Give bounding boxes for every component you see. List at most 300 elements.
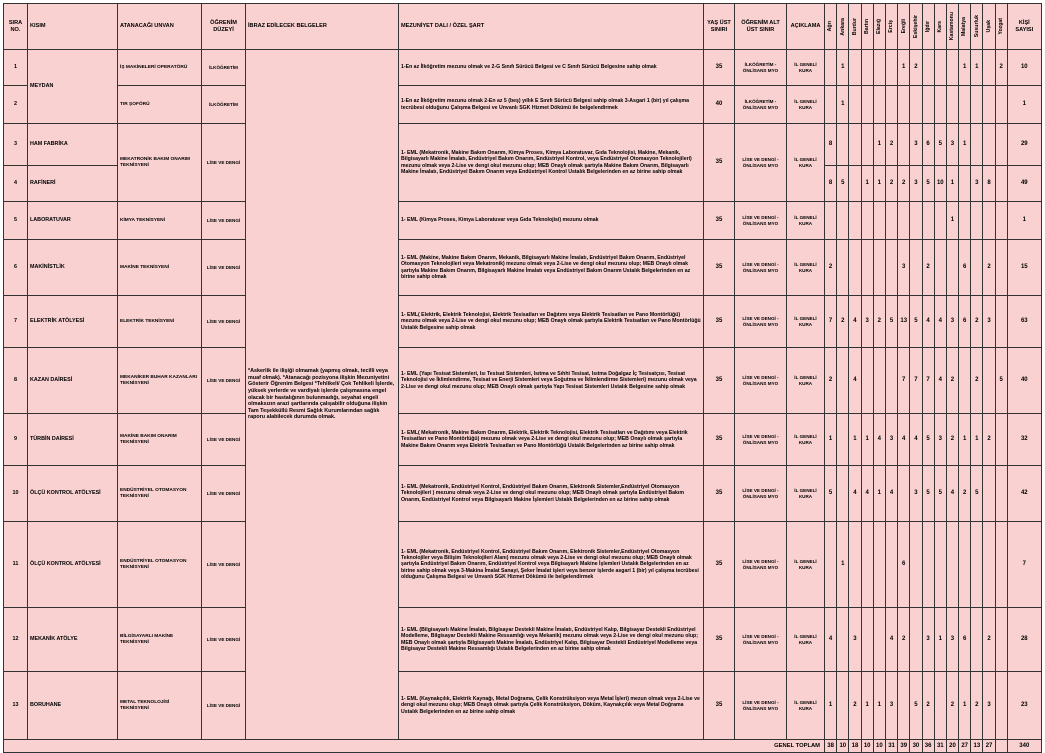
province-count: 1 [861, 672, 873, 740]
province-count [971, 202, 983, 240]
row-kisim: MEKANİK ATÖLYE [28, 608, 118, 672]
totals-kisi: 340 [1007, 740, 1041, 753]
header-mezuniyet: MEZUNİYET DALI / ÖZEL ŞART [399, 4, 704, 50]
province-count [849, 124, 861, 166]
row-yas: 35 [704, 124, 735, 202]
table-header-row [4, 4, 1042, 50]
row-no: 3 [4, 124, 28, 166]
province-count: 3 [910, 166, 922, 202]
province-count: 6 [898, 522, 910, 608]
row-mezuniyet: 1- EML( Mekatronik, Makine Bakım Onarım, Elektrik, Elektrik Teknolojisi, Elektrik Tesisatları ve Dağıtımı veya Elektrik Tesisatları ve Pano Montörlüğü) mezunu olmak veya 2-Lise ve dengi okul mezunu olup; MEB Onaylı olmak şartıyla Makine Bakım Onarım veya Elektrik Tesisatları ve Pano Montörlüğü Ustalık Belgelerinden az birine sahip olmak [399, 414, 704, 466]
row-ogrenim: LİSE VE DENGİ [202, 414, 246, 466]
row-ogrenim-alt: LİSE VE DENGİ - ÖNLİSANS MYO [735, 414, 787, 466]
province-count: 3 [934, 414, 946, 466]
row-no: 1 [4, 50, 28, 86]
header-province [934, 4, 946, 50]
province-count [825, 86, 837, 124]
row-unvan: MEKANİKER BUHAR KAZANLARI TEKNİSYENİ [118, 348, 202, 414]
row-kisi: 40 [1007, 348, 1041, 414]
province-count: 3 [922, 608, 934, 672]
province-count: 2 [825, 240, 837, 296]
row-aciklama: İL GENELİ KURA [787, 522, 825, 608]
province-count [971, 522, 983, 608]
row-ogrenim: LİSE VE DENGİ [202, 202, 246, 240]
province-count: 3 [849, 608, 861, 672]
province-count [983, 86, 995, 124]
row-kisim: MAKİNİSTLİK [28, 240, 118, 296]
province-count [861, 50, 873, 86]
province-label: Burdur [851, 17, 858, 36]
province-count: 4 [861, 466, 873, 522]
province-count: 2 [971, 296, 983, 348]
province-count [971, 240, 983, 296]
province-count: 6 [959, 240, 971, 296]
province-count: 2 [959, 466, 971, 522]
province-count [983, 50, 995, 86]
province-count [898, 672, 910, 740]
row-aciklama: İL GENELİ KURA [787, 348, 825, 414]
province-count: 1 [873, 466, 885, 522]
province-count [861, 202, 873, 240]
province-count: 1 [837, 522, 849, 608]
province-count: 2 [983, 608, 995, 672]
province-count [861, 86, 873, 124]
province-count: 1 [959, 50, 971, 86]
table-row [4, 296, 1042, 348]
province-label: Kastamonu [949, 12, 956, 41]
row-kisim: HAM FABRİKA [28, 124, 118, 166]
row-no: 2 [4, 86, 28, 124]
province-count: 5 [922, 414, 934, 466]
row-kisim: RAFİNERİ [28, 166, 118, 202]
province-count: 4 [885, 608, 897, 672]
row-aciklama: İL GENELİ KURA [787, 124, 825, 202]
row-ogrenim-alt: LİSE VE DENGİ - ÖNLİSANS MYO [735, 202, 787, 240]
province-count [898, 466, 910, 522]
row-mezuniyet: 1- EML( Elektrik, Elektrik Teknolojisi, Elektrik Tesisatları ve Dağıtımı veya Elektrik Tesisatları ve Pano Montörlüğü) mezunu olmak veya 2-Lise ve dengi okul mezunu olup; MEB Onaylı olmak şartıyla Elektrik Tesisatları ve Pano Montörlüğü Ustalık Belgesine sahip olmak [399, 296, 704, 348]
province-label: Ereğli [900, 19, 907, 34]
province-count: 2 [898, 608, 910, 672]
row-no: 12 [4, 608, 28, 672]
province-count [873, 348, 885, 414]
province-count: 2 [946, 414, 958, 466]
row-no: 13 [4, 672, 28, 740]
province-count: 4 [934, 348, 946, 414]
totals-count: 39 [898, 740, 910, 753]
province-label: Yozgat [998, 18, 1005, 35]
province-count [837, 348, 849, 414]
row-no: 4 [4, 166, 28, 202]
province-count: 3 [946, 124, 958, 166]
header-belgeler: İBRAZ EDİLECEK BELGELER [246, 4, 399, 50]
row-aciklama: İL GENELİ KURA [787, 296, 825, 348]
row-unvan: METAL TEKNOLOJİSİ TEKNİSYENİ [118, 672, 202, 740]
province-count: 6 [922, 124, 934, 166]
table-row [4, 86, 1042, 124]
row-kisi: 28 [1007, 608, 1041, 672]
row-kisim: TÜRBİN DAİRESİ [28, 414, 118, 466]
province-count: 1 [946, 166, 958, 202]
province-count: 2 [971, 348, 983, 414]
row-unvan: BİLGİSAYARLI MAKİNE TEKNİSYENİ [118, 608, 202, 672]
province-count [995, 672, 1007, 740]
totals-count: 36 [922, 740, 934, 753]
province-count: 1 [849, 414, 861, 466]
row-ogrenim-alt: İLKÖĞRETİM - ÖNLİSANS MYO [735, 86, 787, 124]
row-mezuniyet: 1- EML (Kaynakçılık, Elektrik Kaynağı, Metal Doğrama, Çelik Konstrüksiyon veya Metal İşleri) mezun olmak veya 2-Lise ve dengi okul mezunu olup; MEB Onaylı olmak şartıyla Çelik Konstrüksiyon, Döküm, Kaynakçılık veya Metal Doğrama Ustalık Belgelerinden en az birine sahip olmak [399, 672, 704, 740]
province-count [898, 124, 910, 166]
province-count [837, 240, 849, 296]
province-count [983, 522, 995, 608]
province-count [995, 608, 1007, 672]
row-ogrenim: LİSE VE DENGİ [202, 348, 246, 414]
province-label: Malatya [961, 16, 968, 37]
header-province [825, 4, 837, 50]
row-ogrenim-alt: LİSE VE DENGİ - ÖNLİSANS MYO [735, 240, 787, 296]
province-count [837, 414, 849, 466]
row-aciklama: İL GENELİ KURA [787, 240, 825, 296]
table-row [4, 608, 1042, 672]
province-count: 4 [885, 466, 897, 522]
province-count [995, 240, 1007, 296]
row-mezuniyet: 1-En az İlköğretim mezunu olmak 2-En az 5 (beş) yıllık E Sınıfı Sürücü Belgesi sahip olmak 3-Asgari 1 (bir) yıl çalışma tecrübesi olduğunu Çalışma Belgesi ve Unvanlı SGK Hizmet Dökümü ile belgelendirmek [399, 86, 704, 124]
province-count [910, 522, 922, 608]
province-count [946, 240, 958, 296]
province-count: 2 [983, 240, 995, 296]
row-yas: 35 [704, 348, 735, 414]
province-count: 4 [849, 348, 861, 414]
province-count [934, 240, 946, 296]
header-province [922, 4, 934, 50]
row-mezuniyet: 1- EML (Bilgisayarlı Makine İmalatı, Bilgisayar Destekli Makine İmalatı, Endüstriyel Kalıp, Bilgisayar Destekli Endüstriyel Modelleme, Bilgisayar Destekli Makine Ressamlığı veya Mekanik) mezunu olmak veya 2-Lise ve dengi okul mezunu olup; MEB Onaylı olmak şartıyla Bilgisayarlı Makine İmalatı, Endüstriyel Kalıp, Bilgisayar Destekli Endüstriyel Modelleme veya Bilgisayar Destekli Makine Ressamlığı Ustalık Belgelerinden en az birine sahip olmak [399, 608, 704, 672]
row-unvan: ENDÜSTRİYEL OTOMASYON TEKNİSYENİ [118, 522, 202, 608]
province-count [946, 522, 958, 608]
province-count: 7 [922, 348, 934, 414]
province-count: 1 [959, 414, 971, 466]
province-count [995, 86, 1007, 124]
province-count [934, 522, 946, 608]
province-count: 3 [861, 296, 873, 348]
province-count [959, 202, 971, 240]
province-count: 1 [934, 608, 946, 672]
row-ogrenim-alt: İLKÖĞRETİM - ÖNLİSANS MYO [735, 50, 787, 86]
row-aciklama: İL GENELİ KURA [787, 466, 825, 522]
header-no: SIRA NO. [4, 4, 28, 50]
province-count: 8 [825, 166, 837, 202]
province-count [995, 124, 1007, 166]
row-kisi: 23 [1007, 672, 1041, 740]
table-row [4, 672, 1042, 740]
province-count [946, 86, 958, 124]
row-kisi: 29 [1007, 124, 1041, 166]
row-kisim: BORUHANE [28, 672, 118, 740]
province-count [885, 240, 897, 296]
province-count: 2 [837, 296, 849, 348]
row-ogrenim: İLKÖĞRETİM [202, 50, 246, 86]
totals-count: 27 [983, 740, 995, 753]
province-count [885, 50, 897, 86]
totals-count: 10 [873, 740, 885, 753]
province-count: 2 [946, 672, 958, 740]
header-ogrenim: ÖĞRENİM DÜZEYİ [202, 4, 246, 50]
province-count [825, 50, 837, 86]
row-no: 8 [4, 348, 28, 414]
totals-label: GENEL TOPLAM [4, 740, 825, 753]
province-count [910, 240, 922, 296]
province-count [898, 86, 910, 124]
row-kisi: 7 [1007, 522, 1041, 608]
totals-count: 13 [971, 740, 983, 753]
table-row [4, 202, 1042, 240]
province-count [934, 86, 946, 124]
province-count [873, 522, 885, 608]
province-count [946, 50, 958, 86]
row-mezuniyet: 1- EML (Makine, Makine Bakım Onarım, Mekanik, Bilgisayarlı Makine İmalatı, Endüstriyel Bakım Onarım, Endüstriyel Otomasyon Teknolojileri veya Mekatronik) mezunu olmak veya 2-Lise ve dengi okul mezunu olup; MEB Onaylı olmak şartıyla Makine Bakım Onarım, Bilgisayarlı Makine İmalatı veya Endüstriyel Bakım Onarım Ustalık Belgelerinden en az birine sahip olmak [399, 240, 704, 296]
row-ogrenim-alt: LİSE VE DENGİ - ÖNLİSANS MYO [735, 522, 787, 608]
totals-count: 20 [946, 740, 958, 753]
province-count: 2 [885, 166, 897, 202]
province-count [971, 86, 983, 124]
province-count [861, 348, 873, 414]
row-yas: 35 [704, 466, 735, 522]
row-kisim: ELEKTRİK ATÖLYESİ [28, 296, 118, 348]
province-label: Susurluk [973, 15, 980, 38]
province-count: 7 [825, 296, 837, 348]
documents-cell: *Askerlik ile ilişiği olmamak (yapmış olmak, tecilli veya muaf olmak). *Atanacağı pozisyona ilişkin Mezuniyetini Gösterir Öğrenim Belgesi *Tehlikeli/ Çok Tehlikeli İşlerde, yüksek yerlerde ve vardiyalı işlerde çalışmasına engel olacak bir hastalığının bulunmadığı, seyahat engeli olmaksızın arazi şartlarında çalışabilir olduğuna ilişkin Tam Teşekküllü Resmi Sağlık Kurumlarından sağlık raporu alabilecek durumda olmak. [246, 50, 399, 740]
province-count [995, 466, 1007, 522]
province-count [825, 202, 837, 240]
province-count: 2 [898, 166, 910, 202]
row-no: 11 [4, 522, 28, 608]
province-count: 5 [934, 466, 946, 522]
row-ogrenim-alt: LİSE VE DENGİ - ÖNLİSANS MYO [735, 608, 787, 672]
totals-count: 31 [885, 740, 897, 753]
province-count [849, 202, 861, 240]
province-count [861, 124, 873, 166]
table-row [4, 124, 1042, 166]
row-ogrenim-alt: LİSE VE DENGİ - ÖNLİSANS MYO [735, 296, 787, 348]
table-row [4, 348, 1042, 414]
row-yas: 35 [704, 672, 735, 740]
province-count: 3 [946, 296, 958, 348]
province-count [849, 522, 861, 608]
province-label: Ağrı [827, 21, 834, 32]
province-count: 2 [825, 348, 837, 414]
province-count: 1 [861, 166, 873, 202]
province-count: 2 [849, 672, 861, 740]
province-count: 2 [995, 50, 1007, 86]
province-count: 3 [983, 296, 995, 348]
row-ogrenim: LİSE VE DENGİ [202, 240, 246, 296]
province-count [971, 608, 983, 672]
province-count: 8 [983, 166, 995, 202]
row-unvan: MAKİNE BAKIM ONARIM TEKNİSYENİ [118, 414, 202, 466]
province-count: 10 [934, 166, 946, 202]
province-label: Uşak [985, 20, 992, 33]
province-count: 5 [922, 466, 934, 522]
row-aciklama: İL GENELİ KURA [787, 608, 825, 672]
row-ogrenim-alt: LİSE VE DENGİ - ÖNLİSANS MYO [735, 672, 787, 740]
row-kisi: 32 [1007, 414, 1041, 466]
province-count: 1 [898, 50, 910, 86]
province-count [825, 522, 837, 608]
row-ogrenim-alt: LİSE VE DENGİ - ÖNLİSANS MYO [735, 466, 787, 522]
province-count [983, 466, 995, 522]
table-row [4, 240, 1042, 296]
province-count: 5 [910, 296, 922, 348]
row-ogrenim: LİSE VE DENGİ [202, 296, 246, 348]
header-province [910, 4, 922, 50]
province-count [934, 672, 946, 740]
province-count: 1 [861, 414, 873, 466]
row-ogrenim-alt: LİSE VE DENGİ - ÖNLİSANS MYO [735, 348, 787, 414]
province-count: 2 [946, 348, 958, 414]
province-count: 6 [959, 608, 971, 672]
province-count: 1 [959, 672, 971, 740]
province-count [910, 86, 922, 124]
province-count: 3 [885, 414, 897, 466]
row-unvan: TIR ŞOFÖRÜ [118, 86, 202, 124]
header-province [873, 4, 885, 50]
province-count [849, 240, 861, 296]
province-count [837, 124, 849, 166]
province-count: 3 [910, 124, 922, 166]
province-label: Elazığ [876, 19, 883, 34]
province-count: 1 [873, 672, 885, 740]
province-count: 4 [922, 296, 934, 348]
row-no: 5 [4, 202, 28, 240]
header-province [837, 4, 849, 50]
table-row [4, 414, 1042, 466]
province-count [873, 608, 885, 672]
province-count: 3 [898, 240, 910, 296]
totals-count: 30 [910, 740, 922, 753]
province-count [885, 522, 897, 608]
province-count: 4 [825, 608, 837, 672]
totals-count: 31 [934, 740, 946, 753]
province-count [995, 522, 1007, 608]
row-mezuniyet: 1- EML (Kimya Proses, Kimya Laboratuvar veya Gıda Teknolojisi) mezunu olmak [399, 202, 704, 240]
province-count: 2 [873, 296, 885, 348]
province-count [885, 86, 897, 124]
province-label: Kars [937, 20, 944, 33]
row-aciklama: İL GENELİ KURA [787, 202, 825, 240]
province-count: 5 [971, 466, 983, 522]
province-count [959, 86, 971, 124]
row-kisim: MEYDAN [28, 50, 118, 124]
row-aciklama: İL GENELİ KURA [787, 50, 825, 86]
province-count: 1 [946, 202, 958, 240]
province-count [971, 124, 983, 166]
province-count: 5 [995, 348, 1007, 414]
row-kisi: 49 [1007, 166, 1041, 202]
province-count [837, 672, 849, 740]
province-count [995, 166, 1007, 202]
header-province [849, 4, 861, 50]
row-mezuniyet: 1-En az İlköğretim mezunu olmak ve 2-G Sınıfı Sürücü Belgesi ve C Sınıfı Sürücü Belgesine sahip olmak [399, 50, 704, 86]
province-label: Erciş [888, 20, 895, 33]
province-count [849, 86, 861, 124]
row-aciklama: İL GENELİ KURA [787, 414, 825, 466]
row-ogrenim: LİSE VE DENGİ [202, 672, 246, 740]
province-count: 1 [873, 166, 885, 202]
province-count [983, 348, 995, 414]
province-count: 1 [837, 86, 849, 124]
province-label: Bartın [863, 19, 870, 34]
row-yas: 40 [704, 86, 735, 124]
table-row [4, 522, 1042, 608]
row-yas: 35 [704, 608, 735, 672]
row-no: 10 [4, 466, 28, 522]
totals-count [995, 740, 1007, 753]
row-yas: 35 [704, 202, 735, 240]
totals-row [4, 740, 1042, 753]
province-count: 1 [873, 124, 885, 166]
province-count: 2 [983, 414, 995, 466]
province-count [873, 86, 885, 124]
row-mezuniyet: 1- EML (Mekatronik, Makine Bakım Onarım, Kimya Proses, Kimya Laboratuvar, Gıda Teknolojisi, Makine, Mekanik, Bilgisayarlı Makine İmalatı, Endüstriyel Bakım Onarım, Endüstriyel Kontrol, veya Endüstriyel Otomasyon Teknolojileri) mezunu olmak veya 2-Lise ve dengi okul mezunu olup; MEB Onaylı olmak şartıyla Makine Bakım Onarım, Bilgisayarlı Makine İmalatı, Endüstriyel Bakım Onarım veya Endüstriyel Kontrol Ustalık Belgelerinden en az birine sahip olmak [399, 124, 704, 202]
header-yas: YAŞ ÜST SINIRI [704, 4, 735, 50]
province-count [959, 348, 971, 414]
province-label: Ankara [839, 17, 846, 36]
row-no: 7 [4, 296, 28, 348]
province-count [837, 466, 849, 522]
province-count [885, 202, 897, 240]
row-ogrenim: LİSE VE DENGİ [202, 608, 246, 672]
row-kisi: 10 [1007, 50, 1041, 86]
totals-count: 38 [825, 740, 837, 753]
row-yas: 35 [704, 50, 735, 86]
header-province [861, 4, 873, 50]
province-count: 7 [910, 348, 922, 414]
province-count: 8 [825, 124, 837, 166]
row-aciklama: İL GENELİ KURA [787, 86, 825, 124]
row-unvan: İŞ MAKİNELERİ OPERATÖRÜ [118, 50, 202, 86]
row-aciklama: İL GENELİ KURA [787, 672, 825, 740]
totals-count: 10 [861, 740, 873, 753]
province-count: 2 [971, 672, 983, 740]
table-row [4, 466, 1042, 522]
province-count [922, 202, 934, 240]
row-ogrenim: LİSE VE DENGİ [202, 124, 246, 202]
province-label: Iğdır [924, 20, 931, 33]
province-count [873, 202, 885, 240]
header-kisim: KISIM [28, 4, 118, 50]
province-count [910, 202, 922, 240]
row-kisi: 15 [1007, 240, 1041, 296]
row-yas: 35 [704, 414, 735, 466]
province-count [995, 202, 1007, 240]
row-no: 9 [4, 414, 28, 466]
province-count: 5 [934, 124, 946, 166]
province-count: 4 [849, 296, 861, 348]
province-count [959, 166, 971, 202]
row-mezuniyet: 1- EML (Mekatronik, Endüstriyel Kontrol, Endüstriyel Bakım Onarım, Elektronik Sistemler,Endüstriyel Otomasyon Teknolojileri ) mezunu olmak veya 2-Lise ve dengi okul mezunu olup; MEB Onaylı olmak şartıyla Endüstriyel Bakım Onarım, Endüstriyel Kontrol veya Bilgisayarlı Makine İşlemleri Ustalık Belgelerinden en az birine sahip olmak [399, 466, 704, 522]
row-kisi: 1 [1007, 202, 1041, 240]
province-count [995, 414, 1007, 466]
row-kisim: KAZAN DAİRESİ [28, 348, 118, 414]
province-count: 2 [910, 50, 922, 86]
row-kisim: ÖLÇÜ KONTROL ATÖLYESİ [28, 466, 118, 522]
row-kisim: LABORATUVAR [28, 202, 118, 240]
province-count [934, 202, 946, 240]
row-mezuniyet: 1- EML (Mekatronik, Endüstriyel Kontrol, Endüstriyel Bakım Onarım, Elektronik Sistemler,Endüstriyel Otomasyon Teknolojiler veya Bilişim Teknolojileri Alanı) mezunu olmak veya 2-Lise ve dengi okul mezunu olup; MEB Onaylı olmak şartıyla Endüstriyel Bakım Onarım, Endüstriyel Kontrol veya Bilgisayarlı Makine İşlemleri Ustalık Belgelerinden en az birine sahip olmak veya 3-Makina İmalat Sanayi, Şeker İmalat işleri veya benzer işlerde asgari 1 (bir) yıl çalışma tecrübesi olduğunu Çalışma Belgesi ve Unvanlı SGK Hizmet Dökümü ile belgelendirmek [399, 522, 704, 608]
province-count: 6 [959, 296, 971, 348]
province-count [922, 50, 934, 86]
province-count [885, 348, 897, 414]
province-count: 5 [922, 166, 934, 202]
province-count: 5 [837, 166, 849, 202]
